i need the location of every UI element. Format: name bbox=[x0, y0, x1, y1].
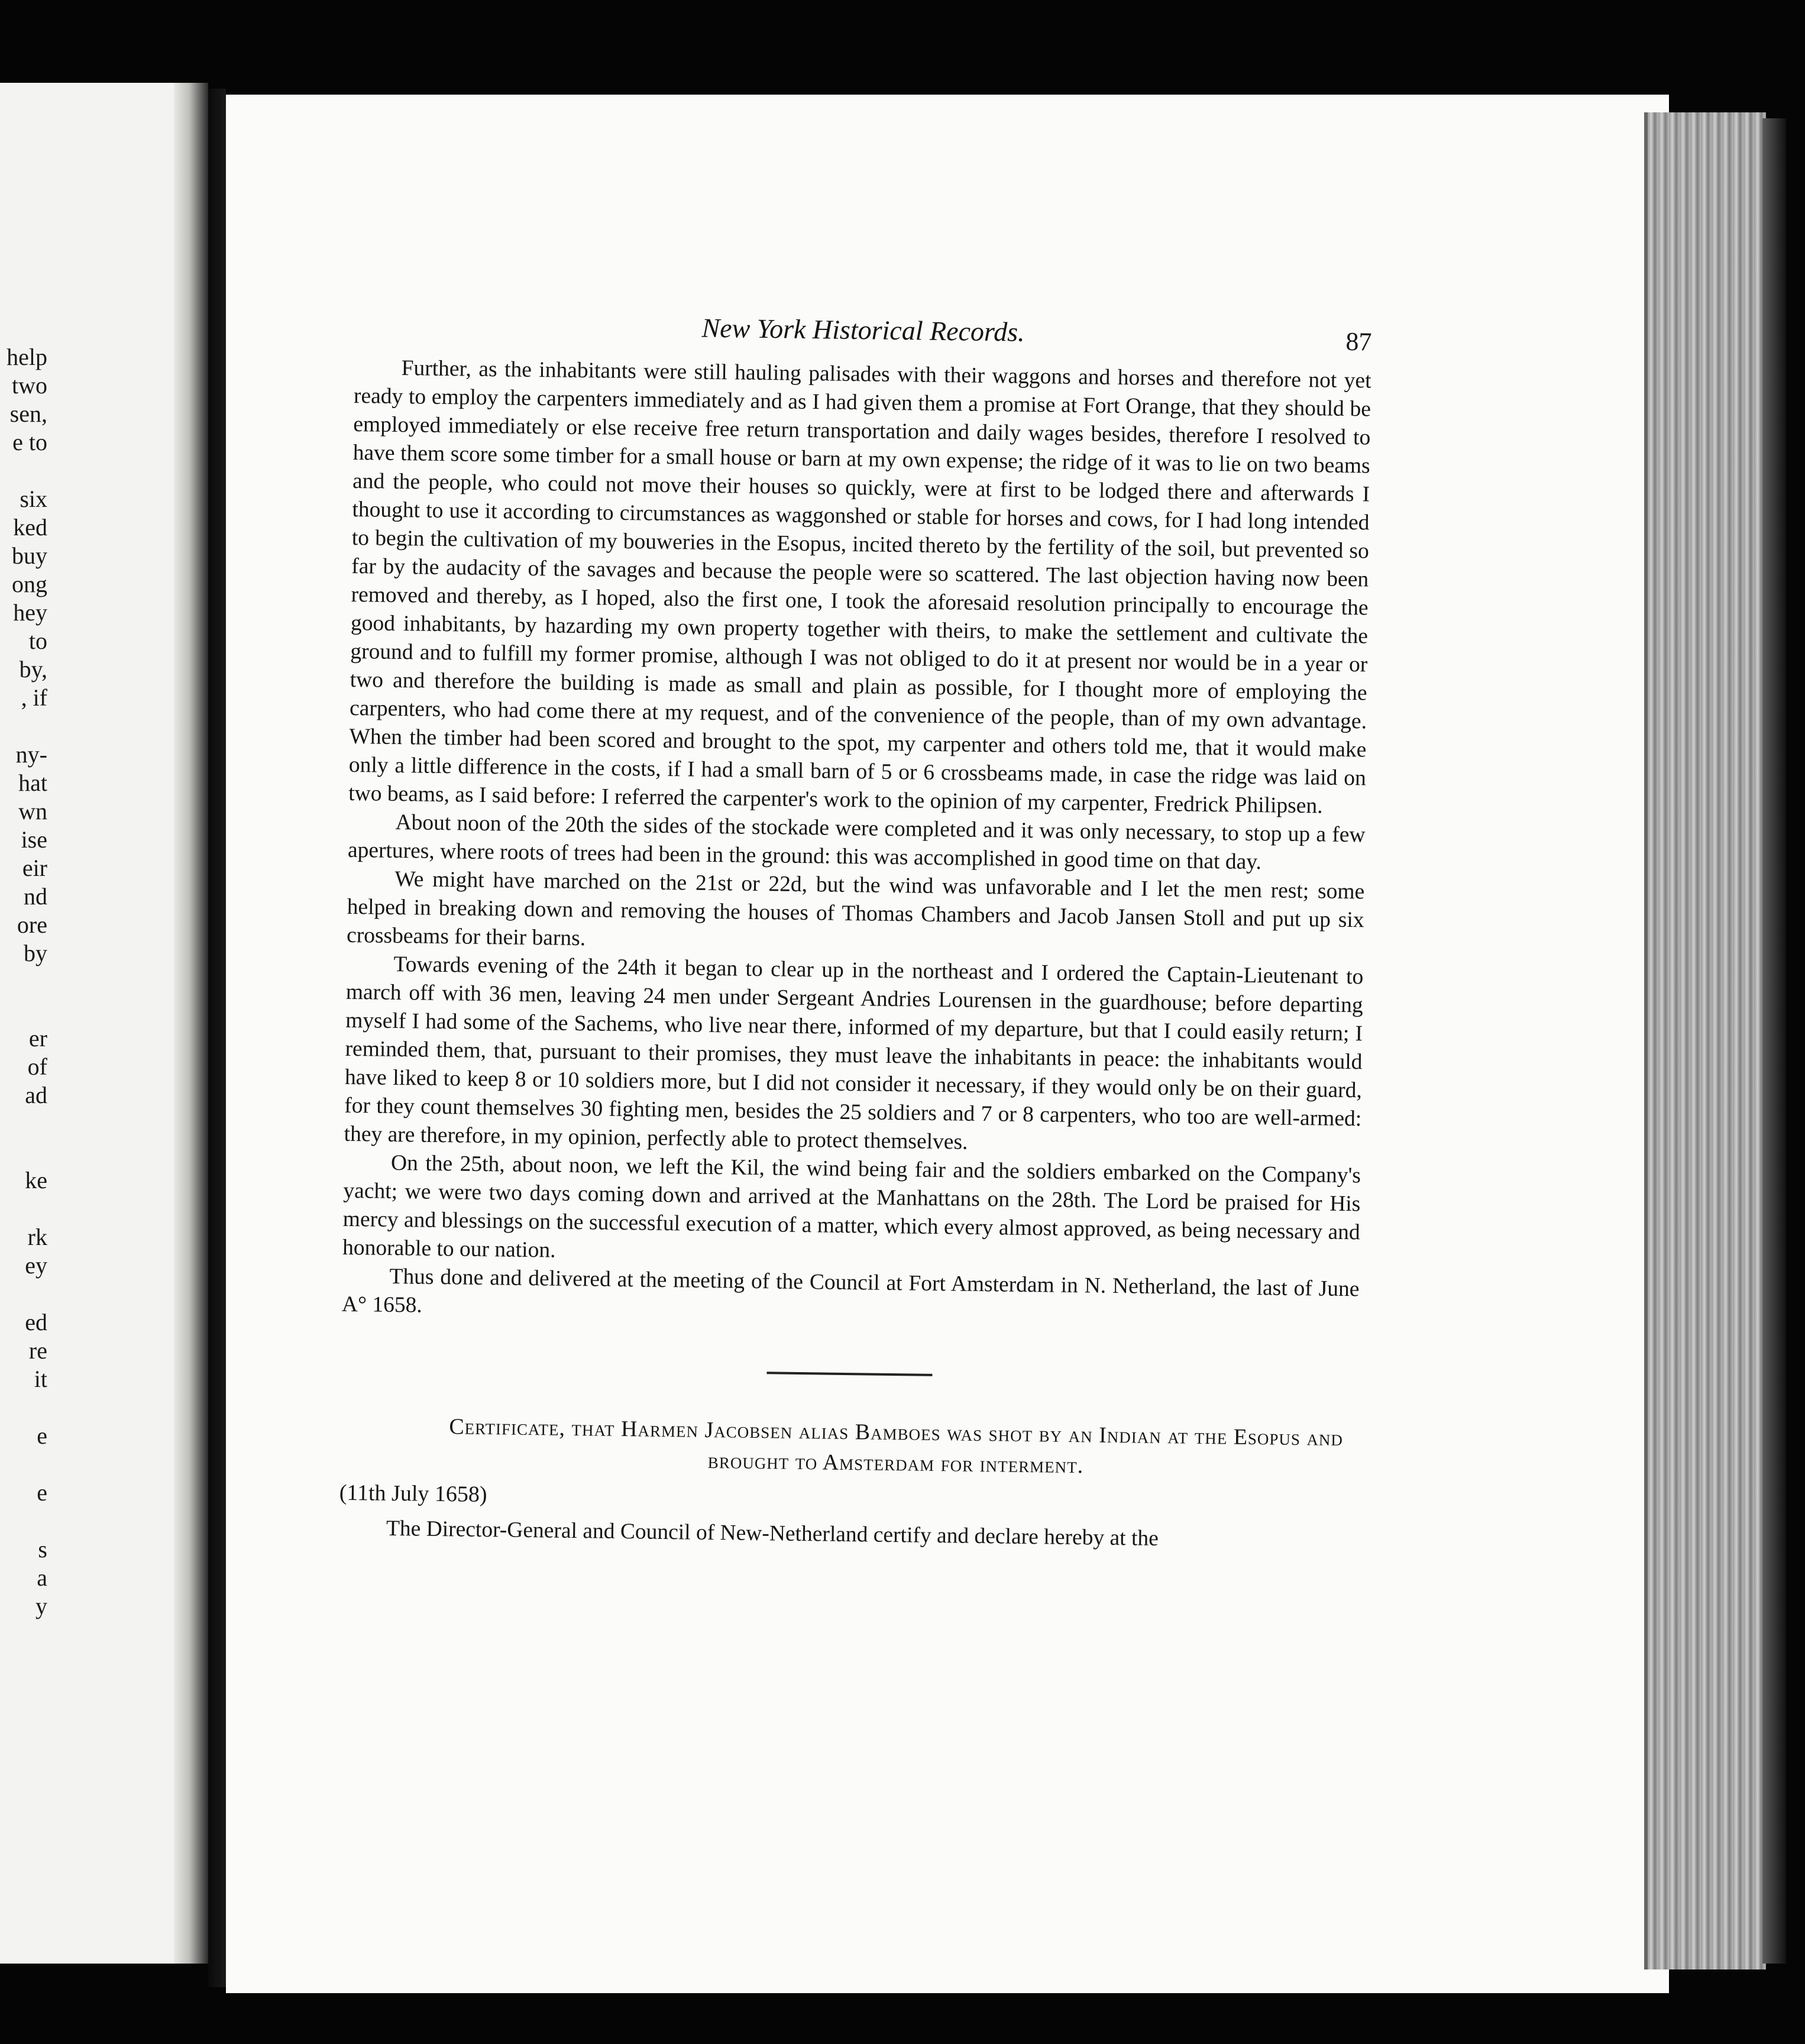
left-page-fragment: to bbox=[28, 628, 47, 654]
left-page-fragment: wn bbox=[18, 798, 47, 824]
left-page-fragment: er bbox=[28, 1025, 47, 1052]
left-page-fragment: buy bbox=[12, 542, 47, 569]
left-page-fragment: two bbox=[12, 372, 47, 399]
paragraph: Towards evening of the 24th it began to clear up in the northeast and I ordered the Captain-Lieutenant to march off with 36 men, leaving 24 men under Sergeant Andries Lourensen in the guardhouse; before departing myself I had some of the Sachems, who live near there, informed of my departure, but that I could easily return; I reminded them, that, pursuant to their promises, they must leave the inhabitants in peace: the inhabitants would have liked to keep 8 or 10 soldiers more, but I did not consider it necessary, if they would only be on their guard, for they count themselves 30 fighting men, besides the 25 soldiers and 7 or 8 carpenters, who too are well-armed: they are therefore, in my opinion, perfectly able to protect themselves. bbox=[344, 952, 1364, 1154]
left-page-fragment: ong bbox=[12, 571, 47, 597]
left-page-fragment: hat bbox=[18, 769, 47, 796]
left-page-fragment: a bbox=[37, 1564, 47, 1591]
left-page-fragment: re bbox=[28, 1337, 47, 1364]
page-text-block bbox=[339, 308, 1372, 1555]
left-page-gutter-shadow bbox=[174, 83, 208, 1964]
left-page-fragment: by, bbox=[19, 656, 47, 683]
paragraph: Thus done and delivered at the meeting of the Council at Fort Amsterdam in N. Netherland, the last of June A° 1658. bbox=[341, 1264, 1360, 1318]
left-page-fragment: of bbox=[27, 1053, 47, 1080]
left-page-fragment: ke bbox=[25, 1167, 47, 1194]
book-gutter bbox=[208, 89, 226, 1987]
certificate-date: (11th July 1658) bbox=[339, 1480, 487, 1508]
left-page bbox=[0, 83, 208, 1964]
certificate-heading: Certificate, that Harmen Jacobsen alias Bamboes was shot by an Indian at the Esopus and brought to Amsterdam for interment. bbox=[449, 1414, 1344, 1479]
left-page-fragment: eir bbox=[22, 855, 47, 881]
left-page-fragment: ny- bbox=[15, 741, 47, 768]
paragraph: We might have marched on the 21st or 22d, but the wind was unfavorable and I let the men rest; some helped in breaking down and removing the houses of Thomas Chambers and Jacob Jansen Stoll and put up six crossbeams for their barns. bbox=[346, 866, 1365, 951]
paragraph: On the 25th, about noon, we left the Kil, the wind being fair and the soldiers embarked on the Company's yacht; we were two days coming down and arrived at the Manhattans on the 28th. The Lord be praised for His mercy and blessings on the successful execution of a matter, which every almost approved, as being necessary and honorable to our nation. bbox=[342, 1150, 1361, 1263]
left-page-fragment: ore bbox=[17, 911, 47, 938]
left-page-fragment: it bbox=[34, 1366, 47, 1392]
certificate-opening: The Director-General and Council of New-Netherland certify and declare hereby at the bbox=[386, 1516, 1159, 1551]
left-page-fragment: ed bbox=[25, 1309, 47, 1335]
left-page-fragment: ad bbox=[25, 1082, 47, 1108]
paragraph: About noon of the 20th the sides of the stockade were completed and it was only necessary, to stop up a few apertures, where roots of trees had been in the ground: this was accomplished in good time on that day. bbox=[347, 810, 1366, 875]
left-page-fragment: ked bbox=[13, 514, 47, 541]
running-head-title: New York Historical Records. bbox=[701, 312, 1025, 347]
left-page-fragment: by bbox=[24, 940, 47, 966]
paragraph: Further, as the inhabitants were still hauling palisades with their waggons and horses and therefore not yet ready to employ the carpenters immediately and as I had given them a promise at Fort Orange, that they should be employed immediately or else receive free return transportation and daily wages besides, therefore I resolved to have them score some timber for a small house or barn at my own expense; the ridge of it was to lie on two beams and the people, who could not move their houses so quickly, were at first to be lodged there and afterwards I thought to use it according to circumstances as waggonshed or stable for horses and cows, for I had long intended to begin the cultivation of my bouweries in the Esopus, incited thereto by the fertility of the soil, but prevented so far by the audacity of the savages and because the people were so scattered. The last objection having now been removed and thereby, as I hoped, also the first one, I took the aforesaid resolution principally to encourage the good inhabitants, by hazarding my own property together with theirs, to make the settlement and cultivate the ground and to fulfill my former promise, although I was not obliged to do it at present nor would be in a year or two and therefore the building is made as small and plain as possible, for I thought more of employing the carpenters, who had come there at my request, and of the convenience of the people, than of my own advantage. When the timber had been scored and brought to the spot, my carpenter and others told me, that it would make only a little difference in the costs, if I had a small barn of 5 or 6 crossbeams made, in case the ridge was laid on two beams, as I said before: I referred the carpenter's work to the opinion of my carpenter, Fredrick Philipsen. bbox=[348, 356, 1371, 819]
page-number: 87 bbox=[1345, 326, 1372, 357]
left-page-fragment: y bbox=[35, 1593, 47, 1619]
left-page-fragment: , if bbox=[21, 684, 47, 711]
left-page-fragment: rk bbox=[27, 1224, 47, 1250]
left-page-fragment: s bbox=[38, 1536, 47, 1563]
left-page-fragment: e bbox=[37, 1479, 47, 1506]
left-page-fragment: hey bbox=[13, 599, 47, 626]
left-page-fragment: ise bbox=[21, 826, 47, 853]
section-divider bbox=[766, 1372, 932, 1376]
page-edges-shadow bbox=[1762, 118, 1786, 1964]
page-edges bbox=[1644, 112, 1766, 1969]
left-page-fragment: help bbox=[7, 344, 47, 370]
left-page-fragment: sen, bbox=[9, 400, 47, 427]
left-page-fragment: ey bbox=[25, 1252, 47, 1279]
left-page-fragment: six bbox=[20, 486, 47, 512]
left-page-fragment: nd bbox=[24, 883, 47, 910]
left-page-fragment: e bbox=[37, 1422, 47, 1449]
left-page-fragment: e to bbox=[12, 429, 47, 455]
